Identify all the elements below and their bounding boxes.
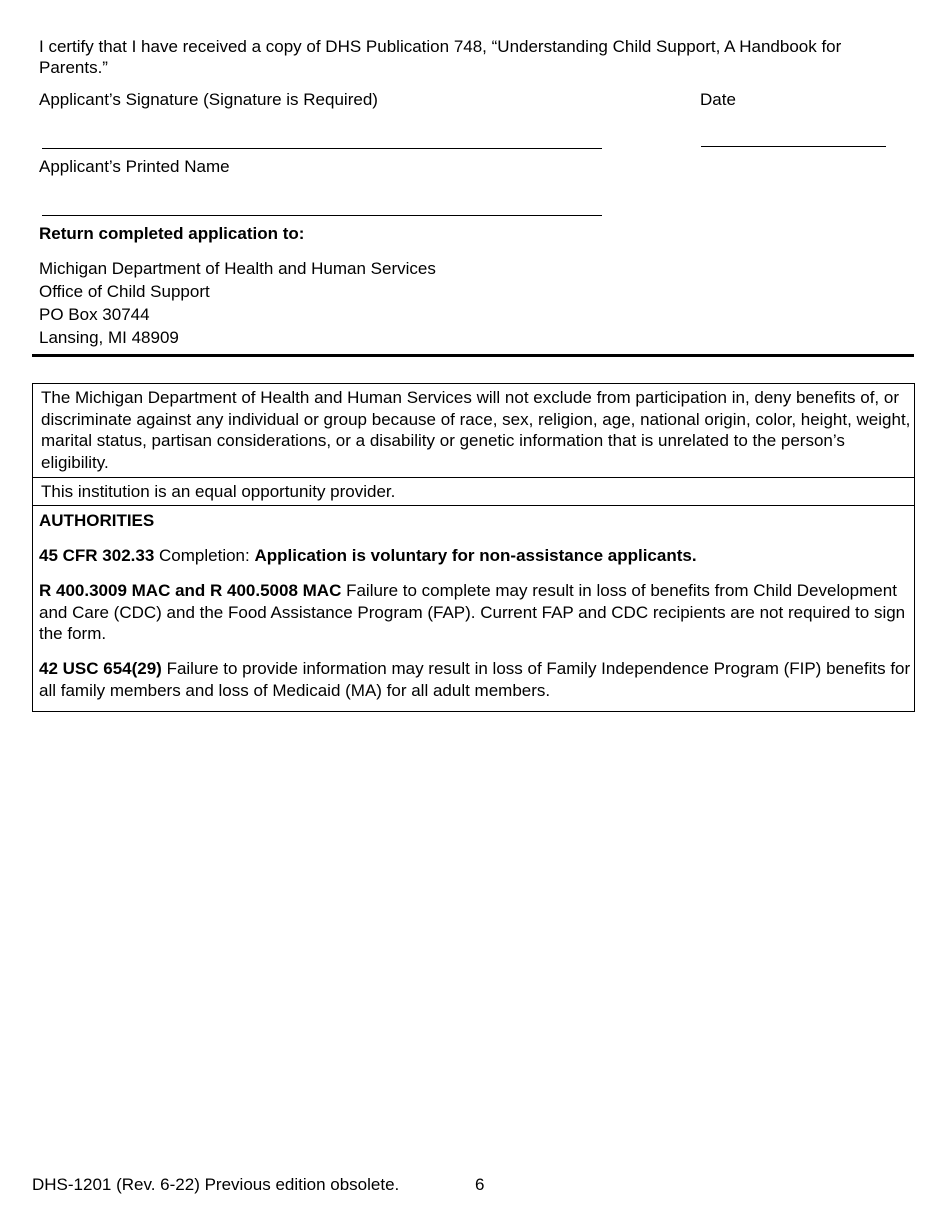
authority-item xyxy=(39,658,911,701)
authority-citation: 42 USC 654(29) xyxy=(39,659,162,678)
applicant-signature-label: Applicant’s Signature (Signature is Required) xyxy=(39,90,378,109)
authority-text: Failure to provide information may result in loss of Family Independence Program (FIP) benefits for all family members and loss of Medicaid (MA) for all adult members. xyxy=(39,659,911,700)
date-label: Date xyxy=(700,90,736,109)
applicant-printed-name-field[interactable] xyxy=(42,215,602,216)
date-field[interactable] xyxy=(701,146,886,147)
nondiscrimination-row xyxy=(33,384,914,478)
authority-citation: 45 CFR 302.33 xyxy=(39,546,155,565)
notice-box xyxy=(32,383,915,712)
form-identifier: DHS-1201 (Rev. 6-22) Previous edition obsolete. xyxy=(32,1175,400,1194)
authority-text: Failure to complete may result in loss of benefits from Child Development and Care (CDC) and the Food Assistance Program (FAP). Current FAP and CDC recipients are not required to sign the form. xyxy=(39,581,906,643)
section-divider xyxy=(32,354,914,357)
address-line: PO Box 30744 xyxy=(39,305,150,324)
authority-text: Completion: xyxy=(154,546,255,565)
authorities-section xyxy=(33,506,914,711)
authority-item xyxy=(39,580,911,645)
address-line: Michigan Department of Health and Human Services xyxy=(39,259,436,278)
authority-emphasis: Application is voluntary for non-assistance applicants. xyxy=(254,546,697,565)
applicant-signature-field[interactable] xyxy=(42,148,602,149)
page-number: 6 xyxy=(475,1175,485,1194)
nondiscrimination-statement: The Michigan Department of Health and Human Services will not exclude from participation in, deny benefits of, or discriminate against any individual or group because of race, sex, religion, age, national origin, color, height, weight, marital status, partisan considerations, or a disability or genetic information that is unrelated to the person’s eligibility. xyxy=(41,388,911,472)
certification-statement: I certify that I have received a copy of DHS Publication 748, “Understanding Child Support, A Handbook for Parents.” xyxy=(39,37,842,77)
authorities-title: AUTHORITIES xyxy=(39,511,155,530)
address-line: Office of Child Support xyxy=(39,282,210,301)
authority-item xyxy=(39,545,911,567)
address-line: Lansing, MI 48909 xyxy=(39,328,179,347)
authority-citation: R 400.3009 MAC and R 400.5008 MAC xyxy=(39,581,342,600)
equal-opportunity-row xyxy=(33,478,914,506)
return-heading: Return completed application to: xyxy=(39,224,305,243)
equal-opportunity-statement: This institution is an equal opportunity provider. xyxy=(41,482,396,501)
return-address xyxy=(39,257,436,349)
applicant-printed-name-label: Applicant’s Printed Name xyxy=(39,157,230,176)
